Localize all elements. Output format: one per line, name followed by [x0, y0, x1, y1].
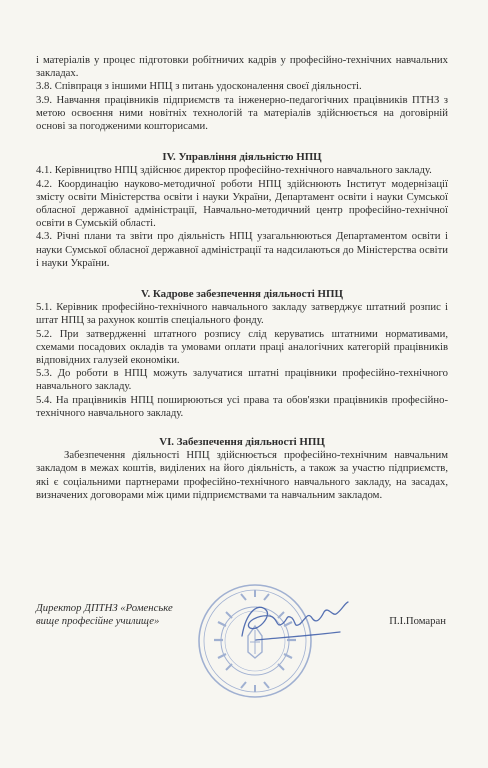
- item-5-4: 5.4. На працівників НПЦ поширюються усі права та обов'язки працівників професійно-технічного навчального закладу.: [36, 393, 448, 419]
- item-3-9: 3.9. Навчання працівників підприємств та інженерно-педагогічних працівників ПТНЗ з метою освоєння ними новітніх технологій та матеріалів здійснюється на договірній основі за погодженими кошторисами.: [36, 93, 448, 133]
- item-5-3: 5.3. До роботи в НПЦ можуть залучатися штатні працівники професійно-технічного навчального закладу.: [36, 367, 448, 393]
- item-4-1: 4.1. Керівництво НПЦ здійснює директор професійно-технічного навчального закладу.: [36, 164, 432, 177]
- item-4-2: 4.2. Координацію науково-методичної роботи НПЦ здійснюють Інститут модернізації змісту освіти Міністерства освіти і науки України, Департамент освіти і науки Сумської обласної державної адміністрації, Навчально-методичний центр професійно-технічної освіти в Сумській області.: [36, 177, 448, 230]
- item-3-8: 3.8. Співпраця з іншими НПЦ з питань удосконалення своєї діяльності.: [36, 80, 362, 93]
- section-4-title: IV. Управління діяльністю НПЦ: [162, 151, 322, 164]
- signatory-position-line2: вище професійне училище»: [36, 615, 160, 628]
- section-5-title: V. Кадрове забезпечення діяльності НПЦ: [141, 288, 343, 301]
- continuation-text: і матеріалів у процес підготовки робітничих кадрів у професійно-технічних навчальних закладах.: [36, 54, 448, 80]
- item-4-3: 4.3. Річні плани та звіти про діяльність НПЦ узагальнюються Департаментом освіти і науки Сумської обласної державної адміністрації та надсилаються до Міністерства освіти і науки України.: [36, 230, 448, 269]
- signatory-name: П.І.Помаран: [389, 615, 446, 627]
- item-5-2: 5.2. При затвердженні штатного розпису слід керуватись штатними нормативами, схемами посадових окладів та умовами оплати праці аналогічних категорій працівників відповідних галузей економіки.: [36, 327, 448, 367]
- signatory-position-line1: Директор ДПТНЗ «Роменське: [36, 602, 173, 614]
- item-5-1: 5.1. Керівник професійно-технічного навчального закладу затверджує штатний розпис і штат НПЦ за рахунок коштів спеціального фонду.: [36, 301, 448, 327]
- section-6-text: Забезпечення діяльності НПЦ здійснюється професійно-технічним навчальним закладом в межах коштів, виділених на його діяльність, а також за участю підприємств, які є соціальними партнерами професійно-технічного навчального закладу, на засадах, визначених договорами між цими підприємствами та навчальним закладом.: [36, 449, 448, 501]
- signature-block: [36, 602, 448, 629]
- section-6-title: VI. Забезпечення діяльності НПЦ: [159, 436, 325, 449]
